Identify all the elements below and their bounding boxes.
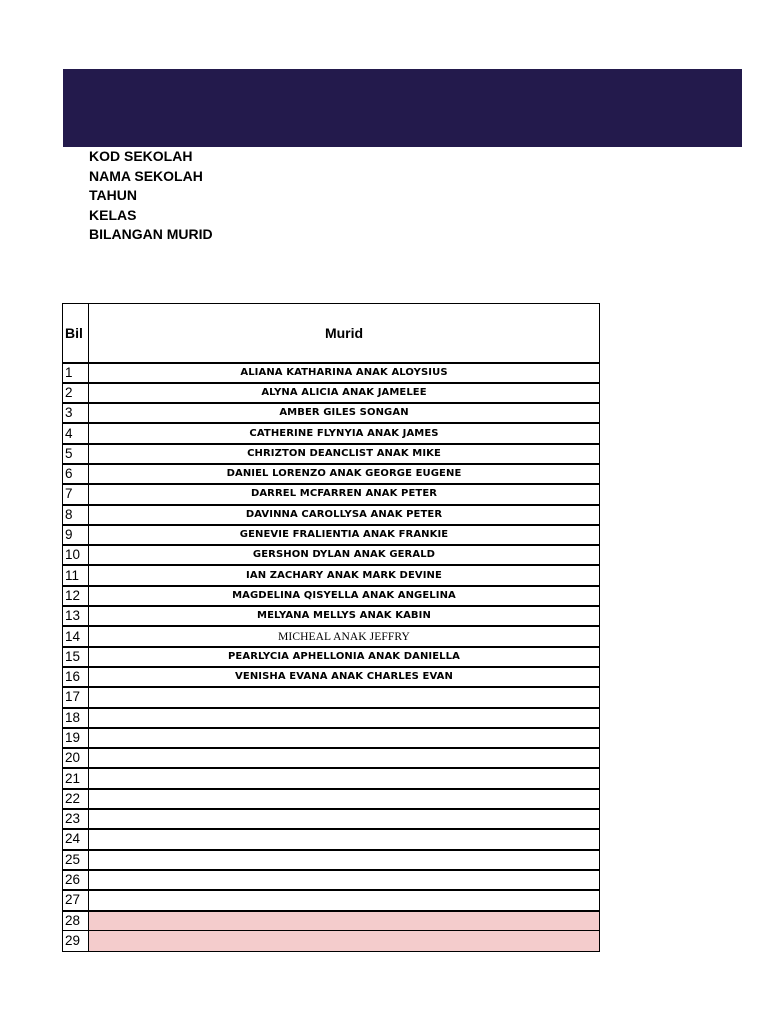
row-number: 25: [63, 850, 89, 870]
row-number: 10: [63, 545, 89, 565]
table-row: [63, 931, 600, 951]
student-name[interactable]: CHRIZTON DEANCLIST ANAK MIKE: [89, 444, 600, 464]
table-row: [63, 748, 600, 768]
student-name[interactable]: AMBER GILES SONGAN: [89, 403, 600, 423]
table-row: [63, 444, 600, 464]
table-row: [63, 586, 600, 606]
header-banner: [63, 69, 742, 147]
label-bilangan-murid: BILANGAN MURID: [89, 226, 213, 243]
table-header-row: [63, 304, 600, 363]
row-number: 6: [63, 464, 89, 484]
table-row: [63, 484, 600, 504]
row-number: 5: [63, 444, 89, 464]
header-bil: Bil: [63, 304, 89, 363]
row-number: 15: [63, 647, 89, 667]
student-name[interactable]: [89, 748, 600, 768]
student-name[interactable]: [89, 809, 600, 829]
table-row: [63, 911, 600, 931]
table-row: [63, 565, 600, 585]
table-row: [63, 383, 600, 403]
row-number: 9: [63, 525, 89, 545]
row-number: 26: [63, 870, 89, 890]
student-name[interactable]: [89, 728, 600, 748]
row-number: 23: [63, 809, 89, 829]
label-nama-sekolah: NAMA SEKOLAH: [89, 167, 203, 184]
student-name[interactable]: MELYANA MELLYS ANAK KABIN: [89, 606, 600, 626]
row-number: 29: [63, 931, 89, 951]
row-number: 17: [63, 687, 89, 707]
table-row: [63, 545, 600, 565]
table-row: [63, 423, 600, 443]
student-name[interactable]: DARREL MCFARREN ANAK PETER: [89, 484, 600, 504]
student-name[interactable]: MAGDELINA QISYELLA ANAK ANGELINA: [89, 586, 600, 606]
row-number: 13: [63, 606, 89, 626]
table-row: [63, 809, 600, 829]
student-name[interactable]: [89, 911, 600, 931]
header-murid: Murid: [89, 304, 600, 363]
row-number: 7: [63, 484, 89, 504]
table-row: [63, 464, 600, 484]
table-row: [63, 525, 600, 545]
student-name[interactable]: ALIANA KATHARINA ANAK ALOYSIUS: [89, 363, 600, 383]
label-tahun: TAHUN: [89, 187, 137, 204]
label-kod-sekolah: KOD SEKOLAH: [89, 148, 193, 164]
student-name[interactable]: [89, 768, 600, 788]
row-number: 16: [63, 667, 89, 687]
table-row: [63, 850, 600, 870]
student-name[interactable]: MICHEAL ANAK JEFFRY: [89, 626, 600, 646]
table-row: [63, 768, 600, 788]
table-row: [63, 708, 600, 728]
table-row: [63, 626, 600, 646]
student-name[interactable]: CATHERINE FLYNYIA ANAK JAMES: [89, 423, 600, 443]
student-name[interactable]: [89, 850, 600, 870]
label-kelas: KELAS: [89, 206, 137, 223]
student-name[interactable]: GERSHON DYLAN ANAK GERALD: [89, 545, 600, 565]
row-number: 12: [63, 586, 89, 606]
table-row: [63, 403, 600, 423]
student-name[interactable]: DANIEL LORENZO ANAK GEORGE EUGENE: [89, 464, 600, 484]
table-body: [63, 363, 600, 952]
row-number: 14: [63, 626, 89, 646]
row-number: 28: [63, 911, 89, 931]
row-number: 4: [63, 423, 89, 443]
row-number: 24: [63, 829, 89, 849]
school-info: [89, 147, 213, 245]
row-number: 11: [63, 565, 89, 585]
table-row: [63, 789, 600, 809]
student-name[interactable]: IAN ZACHARY ANAK MARK DEVINE: [89, 565, 600, 585]
row-number: 22: [63, 789, 89, 809]
row-number: 8: [63, 505, 89, 525]
student-name[interactable]: [89, 931, 600, 951]
table-row: [63, 829, 600, 849]
student-name[interactable]: GENEVIE FRALIENTIA ANAK FRANKIE: [89, 525, 600, 545]
row-number: 27: [63, 890, 89, 910]
table-row: [63, 728, 600, 748]
table-row: [63, 363, 600, 383]
student-name[interactable]: [89, 890, 600, 910]
table-row: [63, 606, 600, 626]
table-row: [63, 890, 600, 910]
student-name[interactable]: [89, 708, 600, 728]
student-table: [62, 303, 600, 952]
student-name[interactable]: [89, 870, 600, 890]
row-number: 3: [63, 403, 89, 423]
row-number: 21: [63, 768, 89, 788]
student-name[interactable]: VENISHA EVANA ANAK CHARLES EVAN: [89, 667, 600, 687]
table-row: [63, 505, 600, 525]
row-number: 18: [63, 708, 89, 728]
row-number: 2: [63, 383, 89, 403]
student-name[interactable]: DAVINNA CAROLLYSA ANAK PETER: [89, 505, 600, 525]
student-name[interactable]: [89, 789, 600, 809]
table-row: [63, 870, 600, 890]
row-number: 19: [63, 728, 89, 748]
row-number: 1: [63, 363, 89, 383]
table-row: [63, 667, 600, 687]
student-name[interactable]: [89, 687, 600, 707]
student-name[interactable]: PEARLYCIA APHELLONIA ANAK DANIELLA: [89, 647, 600, 667]
student-name[interactable]: [89, 829, 600, 849]
row-number: 20: [63, 748, 89, 768]
student-name[interactable]: ALYNA ALICIA ANAK JAMELEE: [89, 383, 600, 403]
table-row: [63, 687, 600, 707]
table-row: [63, 647, 600, 667]
